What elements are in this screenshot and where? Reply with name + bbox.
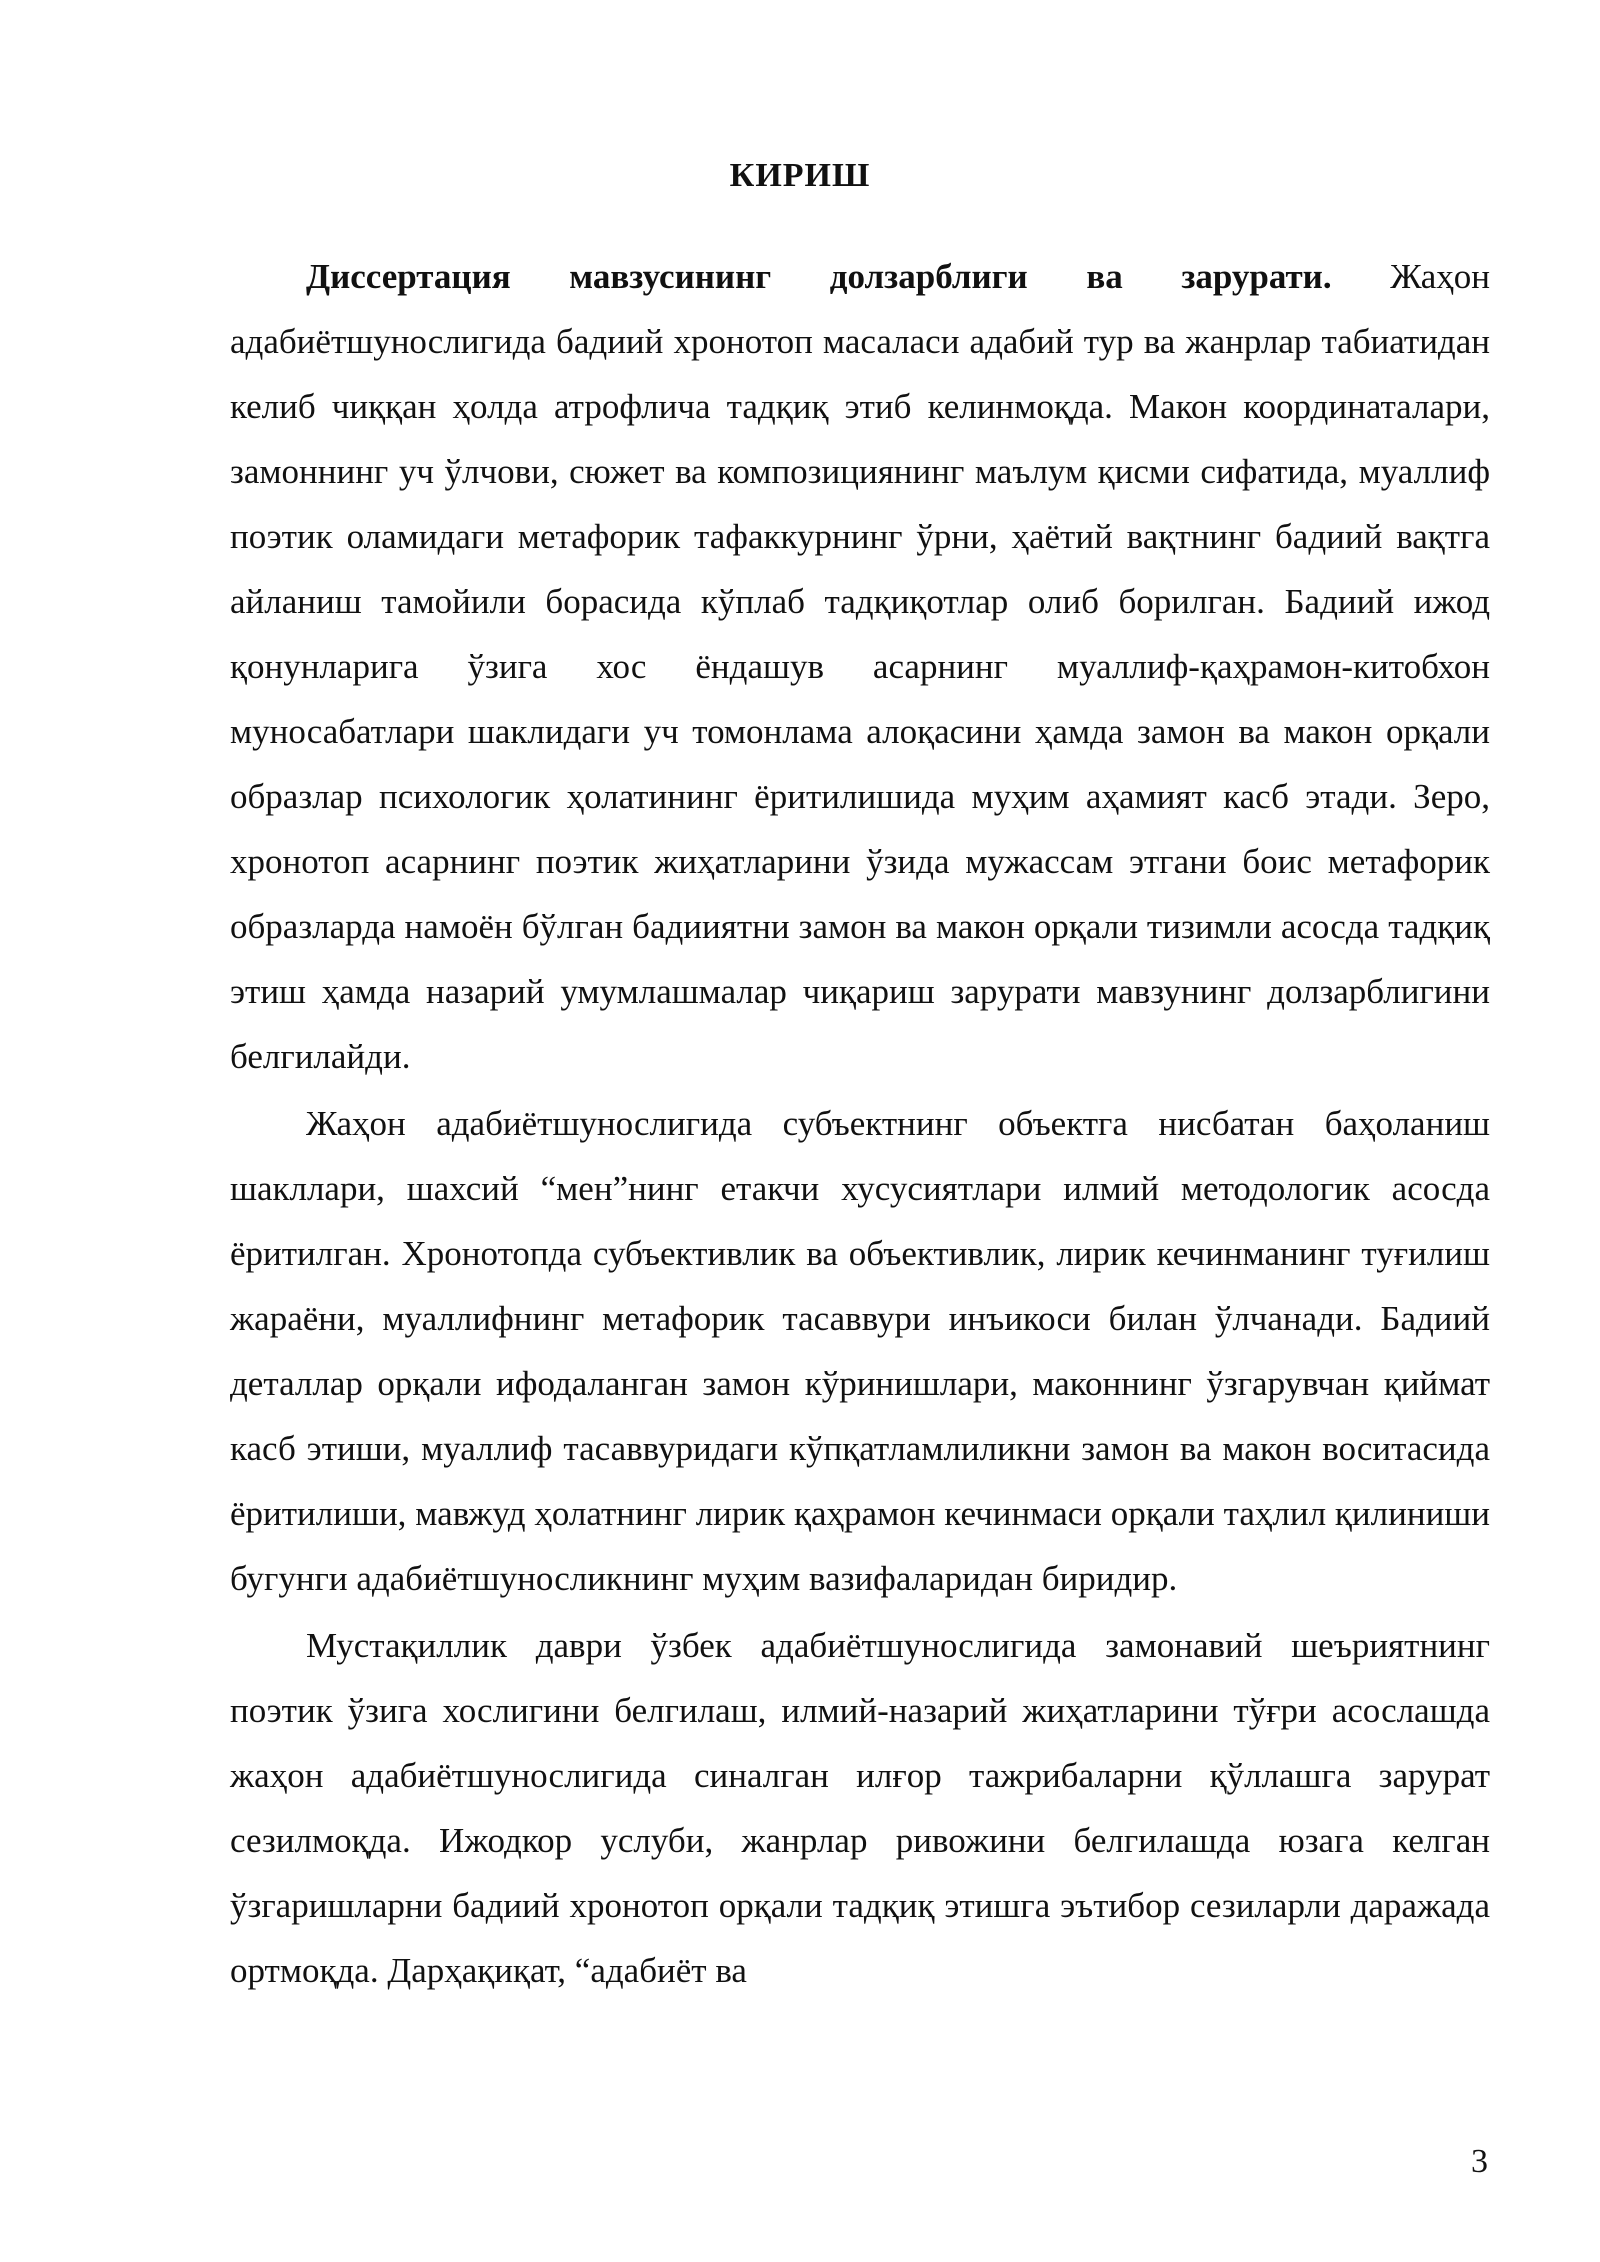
paragraph-relevance	[230, 244, 1490, 1089]
page-title: КИРИШ	[729, 157, 871, 194]
page-number: 3	[1471, 2143, 1488, 2180]
paragraph-subject	[230, 1091, 1490, 1611]
paragraph-lead: Диссертация мавзусининг долзарблиги ва зарурати.	[306, 257, 1332, 296]
paragraph-text: Жаҳон адабиётшунослигида субъектнинг объектга нисбатан баҳоланиш шакллари, шахсий “мен”нинг етакчи хусусиятлари илмий методологик асосда ёритилган. Хронотопда субъективлик ва объективлик, лирик кечинманинг туғилиш жараёни, муаллифнинг метафорик тасаввури инъикоси билан ўлчанади. Бадиий деталлар орқали ифодаланган замон кўринишлари, маконнинг ўзгарувчан қиймат касб этиши, муаллиф тасаввуридаги кўпқатламлиликни замон ва макон воситасида ёритилиши, мавжуд ҳолатнинг лирик қаҳрамон кечинмаси орқали таҳлил қилиниши бугунги адабиётшуносликнинг муҳим вазифаларидан биридир.	[230, 1104, 1490, 1598]
body-text	[230, 244, 1490, 2003]
paragraph-independence	[230, 1613, 1490, 2003]
paragraph-text: Жаҳон адабиётшунослигида бадиий хронотоп масаласи адабий тур ва жанрлар табиатидан келиб чиққан ҳолда атрофлича тадқиқ этиб келинмоқда. Макон координаталари, замоннинг уч ўлчови, сюжет ва композициянинг маълум қисми сифатида, муаллиф поэтик оламидаги метафорик тафаккурнинг ўрни, ҳаётий вақтнинг бадиий вақтга айланиш тамойили борасида кўплаб тадқиқотлар олиб борилган. Бадиий ижод қонунларига ўзига хос ёндашув асарнинг муаллиф-қаҳрамон-китобхон муносабатлари шаклидаги уч томонлама алоқасини ҳамда замон ва макон орқали образлар психологик ҳолатининг ёритилишида муҳим аҳамият касб этади. Зеро, хронотоп асарнинг поэтик жиҳатларини ўзида мужассам этгани боис метафорик образларда намоён бўлган бадииятни замон ва макон орқали тизимли асосда тадқиқ этиш ҳамда назарий умумлашмалар чиқариш зарурати мавзунинг долзарблигини белгилайди.	[230, 257, 1490, 1076]
paragraph-text: Мустақиллик даври ўзбек адабиётшунослигида замонавий шеъриятнинг поэтик ўзига хослигини белгилаш, илмий-назарий жиҳатларини тўғри асослашда жаҳон адабиётшунослигида синалган илғор тажрибаларни қўллашга зарурат сезилмоқда. Ижодкор услуби, жанрлар ривожини белгилашда юзага келган ўзгаришларни бадиий хронотоп орқали тадқиқ этишга эътибор сезиларли даражада ортмоқда. Дарҳақиқат, “адабиёт ва	[230, 1626, 1490, 1990]
